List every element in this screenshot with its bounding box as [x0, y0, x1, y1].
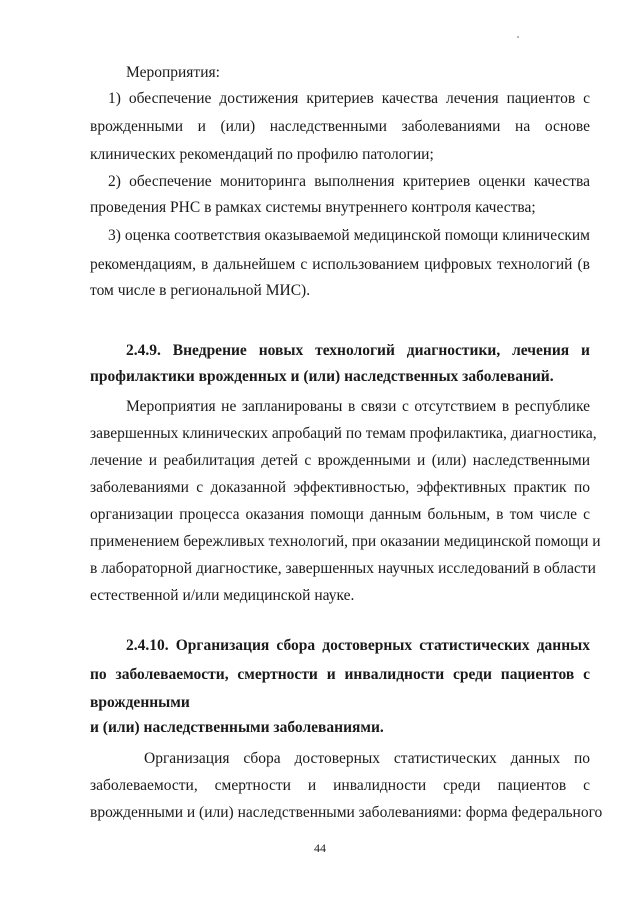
section-249-body-line-1: Мероприятия не запланированы в связи с отсутствием в республике	[126, 398, 590, 415]
measure-3-line-3: том числе в региональной МИС).	[90, 282, 311, 299]
measures-heading: Мероприятия:	[126, 64, 220, 81]
measure-2-line-1: 2) обеспечение мониторинга выполнения критериев оценки качества	[108, 173, 590, 190]
section-249-body-line-6: применением бережливых технологий, при оказании медицинской помощи и	[90, 533, 601, 550]
page-number: 44	[314, 841, 326, 855]
section-249-heading-line-1: 2.4.9. Внедрение новых технологий диагностики, лечения и	[126, 342, 590, 359]
section-2410-heading-line-2: по заболеваемости, смертности и инвалидности среди пациентов с	[90, 666, 590, 683]
section-2410-heading-line-1: 2.4.10. Организация сбора достоверных статистических данных	[126, 637, 590, 654]
section-249-body-line-8: естественной и/или медицинской науке.	[90, 587, 355, 604]
section-249-body-line-3: лечение и реабилитация детей с врожденными и (или) наследственными	[90, 452, 590, 469]
section-2410-heading-line-3: врожденными	[90, 694, 190, 711]
scan-speck	[517, 36, 519, 38]
section-249-body-line-4: заболеваниями с доказанной эффективностью, эффективных практик по	[90, 479, 590, 496]
section-249-body-line-7: в лабораторной диагностике, завершенных научных исследований в области	[90, 560, 596, 577]
measure-3-line-2: рекомендациям, в дальнейшем с использованием цифровых технологий (в	[90, 256, 590, 273]
measure-1-line-3: клинических рекомендаций по профилю патологии;	[90, 146, 434, 163]
section-249-body-line-2: завершенных клинических апробаций по темам профилактика, диагностика,	[90, 425, 597, 442]
section-249-heading-line-2: профилактики врожденных и (или) наследственных заболеваний.	[90, 368, 554, 385]
measure-2-line-2: проведения РНС в рамках системы внутреннего контроля качества;	[90, 199, 536, 216]
measure-1-line-2: врожденными и (или) наследственными заболеваниями на основе	[90, 118, 590, 135]
section-2410-body-line-1: Организация сбора достоверных статистических данных по	[144, 750, 590, 767]
section-2410-body-line-2: заболеваемости, смертности и инвалидности среди пациентов с	[90, 777, 590, 794]
section-249-body-line-5: организации процесса оказания помощи данным больным, в том числе с	[90, 506, 590, 523]
section-2410-heading-line-4: и (или) наследственными заболеваниями.	[90, 719, 384, 736]
section-2410-body-line-3: врожденными и (или) наследственными заболеваниями: форма федерального	[90, 804, 603, 821]
measure-3-line-1: 3) оценка соответствия оказываемой медицинской помощи клиническим	[108, 227, 590, 244]
measure-1-line-1: 1) обеспечение достижения критериев качества лечения пациентов с	[108, 90, 590, 107]
